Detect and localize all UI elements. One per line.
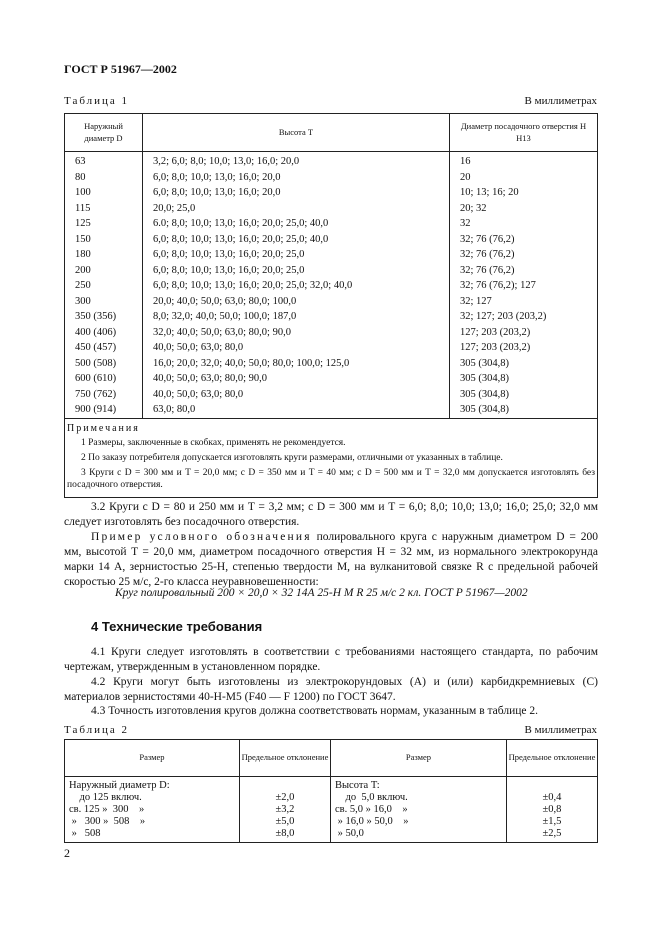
table2-header-deviation-right: Предельное отклонение [507, 740, 598, 777]
val-line: ±2,0 [275, 792, 295, 803]
dim-line: » 50,0 [335, 828, 364, 839]
table2 [64, 739, 598, 843]
table2-header-size-left: Размер [65, 740, 240, 777]
note-2: 2 По заказу потребителя допускается изготовлять круги размерами, отличными от указанных в таблице. [81, 452, 503, 463]
table1-row [65, 309, 598, 325]
cell-height: 6,0; 8,0; 10,0; 13,0; 16,0; 20,0 [143, 170, 450, 186]
val-line: ±8,0 [275, 828, 295, 839]
val-line: ±1,5 [542, 816, 562, 827]
cell-bore-diameter: 305 (304,8) [450, 356, 598, 372]
cell-bore-diameter: 20; 32 [450, 201, 598, 217]
cell-outer-diameter: 63 [65, 152, 143, 170]
cell-outer-diameter: 80 [65, 170, 143, 186]
table1-row [65, 247, 598, 263]
val-line: ±5,0 [275, 816, 295, 827]
table2-header-deviation-left: Предельное отклонение [240, 740, 331, 777]
table1-unit: В миллиметрах [524, 95, 597, 107]
cell-height: 6,0; 8,0; 10,0; 13,0; 16,0; 20,0 [143, 185, 450, 201]
cell-bore-diameter: 32; 76 (76,2) [450, 232, 598, 248]
dim-line: до 5,0 включ. [335, 792, 408, 803]
notes-title: Примечания [67, 422, 140, 434]
cell-height: 6,0; 8,0; 10,0; 13,0; 16,0; 20,0; 25,0 [143, 247, 450, 263]
cell-outer-diameter: 600 (610) [65, 371, 143, 387]
cell-bore-diameter: 32; 76 (76,2) [450, 247, 598, 263]
cell-bore-diameter: 32; 127; 203 (203,2) [450, 309, 598, 325]
cell-height: 6.0; 8,0; 10,0; 13,0; 16,0; 20,0; 25,0; 40,0 [143, 216, 450, 232]
cell-outer-diameter: 400 (406) [65, 325, 143, 341]
cell-bore-diameter: 305 (304,8) [450, 402, 598, 418]
dim-line: Наружный диаметр D: [69, 780, 170, 791]
table1-body [65, 152, 598, 419]
table1-row [65, 371, 598, 387]
val-line: ±3,2 [275, 804, 295, 815]
cell-outer-diameter: 750 (762) [65, 387, 143, 403]
section-title: 4 Технические требования [91, 619, 263, 634]
cell-outer-diameter: 150 [65, 232, 143, 248]
cell-height: 20,0; 25,0 [143, 201, 450, 217]
table2-row [65, 777, 598, 843]
paragraph-4-3: 4.3 Точность изготовления кругов должна соответствовать нормам, указанным в таблице 2. [91, 705, 538, 717]
val-line [511, 780, 593, 792]
table1-row [65, 170, 598, 186]
note-3: 3 Круги с D = 300 мм и T = 20,0 мм; с D = 350 мм и T = 40 мм; с D = 500 мм и T = 32,0 мм допускается изготовлять без посадочного отверстия. [67, 467, 595, 491]
cell-bore-diameter: 20 [450, 170, 598, 186]
cell-outer-diameter: 200 [65, 263, 143, 279]
table1-row [65, 185, 598, 201]
table1-row [65, 263, 598, 279]
table1-notes-row [65, 418, 598, 498]
dim-line: Высота T: [335, 780, 380, 791]
designation-example: Круг полировальный 200 × 20,0 × 32 14А 25-Н М R 25 м/с 2 кл. ГОСТ Р 51967—2002 [115, 587, 528, 599]
table1-caption: Таблица 1 [64, 95, 130, 107]
dim-line: » 300 » 508 » [69, 816, 146, 827]
paragraph-3-2: 3.2 Круги с D = 80 и 250 мм и T = 3,2 мм; с D = 300 мм и T = 6,0; 8,0; 10,0; 13,0; 16,0; 25,0; 32,0 мм следует изготовлять без посадочного отверстия. [64, 501, 598, 528]
table1-row [65, 152, 598, 170]
cell-bore-diameter: 127; 203 (203,2) [450, 325, 598, 341]
table1-header-outer-diameter: Наружный диаметр D [65, 114, 143, 152]
table1 [64, 113, 598, 498]
table1-header-height: Высота T [143, 114, 450, 152]
table1-row [65, 201, 598, 217]
dim-line: » 16,0 » 50,0 » [335, 816, 409, 827]
cell-bore-diameter: 32; 127 [450, 294, 598, 310]
cell-height: 32,0; 40,0; 50,0; 63,0; 80,0; 90,0 [143, 325, 450, 341]
cell-bore-diameter: 32 [450, 216, 598, 232]
table1-row [65, 387, 598, 403]
cell-height: 6,0; 8,0; 10,0; 13,0; 16,0; 20,0; 25,0; 40,0 [143, 232, 450, 248]
cell-bore-diameter: 16 [450, 152, 598, 170]
table1-row [65, 294, 598, 310]
table1-header-row [65, 114, 598, 152]
table1-row [65, 340, 598, 356]
cell-outer-diameter: 450 (457) [65, 340, 143, 356]
cell-height: 3,2; 6,0; 8,0; 10,0; 13,0; 16,0; 20,0 [143, 152, 450, 170]
cell-height: 8,0; 32,0; 40,0; 50,0; 100,0; 187,0 [143, 309, 450, 325]
table1-header-bore-diameter: Диаметр посадочного отверстия H H13 [450, 114, 598, 152]
table2-right-dimensions [331, 777, 507, 843]
table1-row [65, 216, 598, 232]
cell-height: 16,0; 20,0; 32,0; 40,0; 50,0; 80,0; 100,0; 125,0 [143, 356, 450, 372]
table2-unit: В миллиметрах [524, 724, 597, 736]
table2-header-size-right: Размер [331, 740, 507, 777]
cell-height: 63,0; 80,0 [143, 402, 450, 418]
dim-line: св. 125 » 300 » [69, 804, 145, 815]
table2-right-deviations [507, 777, 598, 843]
dim-line: » 508 [69, 828, 101, 839]
val-line: ±0,4 [542, 792, 562, 803]
cell-bore-diameter: 127; 203 (203,2) [450, 340, 598, 356]
cell-bore-diameter: 305 (304,8) [450, 371, 598, 387]
example-lead: Пример условного обозначения [91, 531, 312, 543]
dim-line: до 125 включ. [69, 792, 142, 803]
cell-outer-diameter: 500 (508) [65, 356, 143, 372]
cell-height: 6,0; 8,0; 10,0; 13,0; 16,0; 20,0; 25,0 [143, 263, 450, 279]
table2-caption: Таблица 2 [64, 724, 130, 736]
cell-outer-diameter: 900 (914) [65, 402, 143, 418]
cell-bore-diameter: 10; 13; 16; 20 [450, 185, 598, 201]
cell-outer-diameter: 115 [65, 201, 143, 217]
cell-height: 40,0; 50,0; 63,0; 80,0 [143, 387, 450, 403]
table1-row [65, 232, 598, 248]
cell-height: 40,0; 50,0; 63,0; 80,0; 90,0 [143, 371, 450, 387]
designation-example-paragraph [64, 530, 598, 590]
table2-header-row [65, 740, 598, 777]
cell-height: 6,0; 8,0; 10,0; 13,0; 16,0; 20,0; 25,0; 32,0; 40,0 [143, 278, 450, 294]
paragraph-4-1: 4.1 Круги следует изготовлять в соответствии с требованиями настоящего стандарта, по рабочим чертежам, утвержденным в установленном порядке. [64, 646, 598, 673]
cell-outer-diameter: 100 [65, 185, 143, 201]
example-text: полировального круга с наружным диаметром D = 200 мм, высотой T = 20,0 мм, диаметром посадочного отверстия H = 32 мм, из нормального электрокорунда марки 14 А, зернистостью 25-Н, степенью твердости М, на вулканитовой связке R с предельной рабочей скоростью 25 м/с, 2-го класса неуравновешенности: [64, 531, 599, 588]
document-header: ГОСТ Р 51967—2002 [64, 62, 177, 76]
table1-row [65, 325, 598, 341]
cell-bore-diameter: 32; 76 (76,2); 127 [450, 278, 598, 294]
cell-bore-diameter: 305 (304,8) [450, 387, 598, 403]
cell-height: 20,0; 40,0; 50,0; 63,0; 80,0; 100,0 [143, 294, 450, 310]
cell-outer-diameter: 250 [65, 278, 143, 294]
cell-bore-diameter: 32; 76 (76,2) [450, 263, 598, 279]
paragraph-4-2: 4.2 Круги могут быть изготовлены из электрокорундовых (А) и (или) карбидкремниевых (С) материалов зернистостями 40-Н-М5 (F40 — F 1200) по ГОСТ 3647. [64, 676, 598, 703]
table1-row [65, 278, 598, 294]
cell-outer-diameter: 125 [65, 216, 143, 232]
table1-row [65, 356, 598, 372]
table2-left-dimensions [65, 777, 240, 843]
cell-outer-diameter: 180 [65, 247, 143, 263]
cell-height: 40,0; 50,0; 63,0; 80,0 [143, 340, 450, 356]
cell-outer-diameter: 350 (356) [65, 309, 143, 325]
val-line: ±2,5 [542, 828, 562, 839]
table1-row [65, 402, 598, 418]
val-line [244, 780, 326, 792]
table2-left-deviations [240, 777, 331, 843]
dim-line: св. 5,0 » 16,0 » [335, 804, 408, 815]
val-line: ±0,8 [542, 804, 562, 815]
cell-outer-diameter: 300 [65, 294, 143, 310]
page-number: 2 [64, 846, 70, 860]
note-1: 1 Размеры, заключенные в скобках, применять не рекомендуется. [81, 438, 346, 448]
table1-notes [65, 418, 598, 498]
